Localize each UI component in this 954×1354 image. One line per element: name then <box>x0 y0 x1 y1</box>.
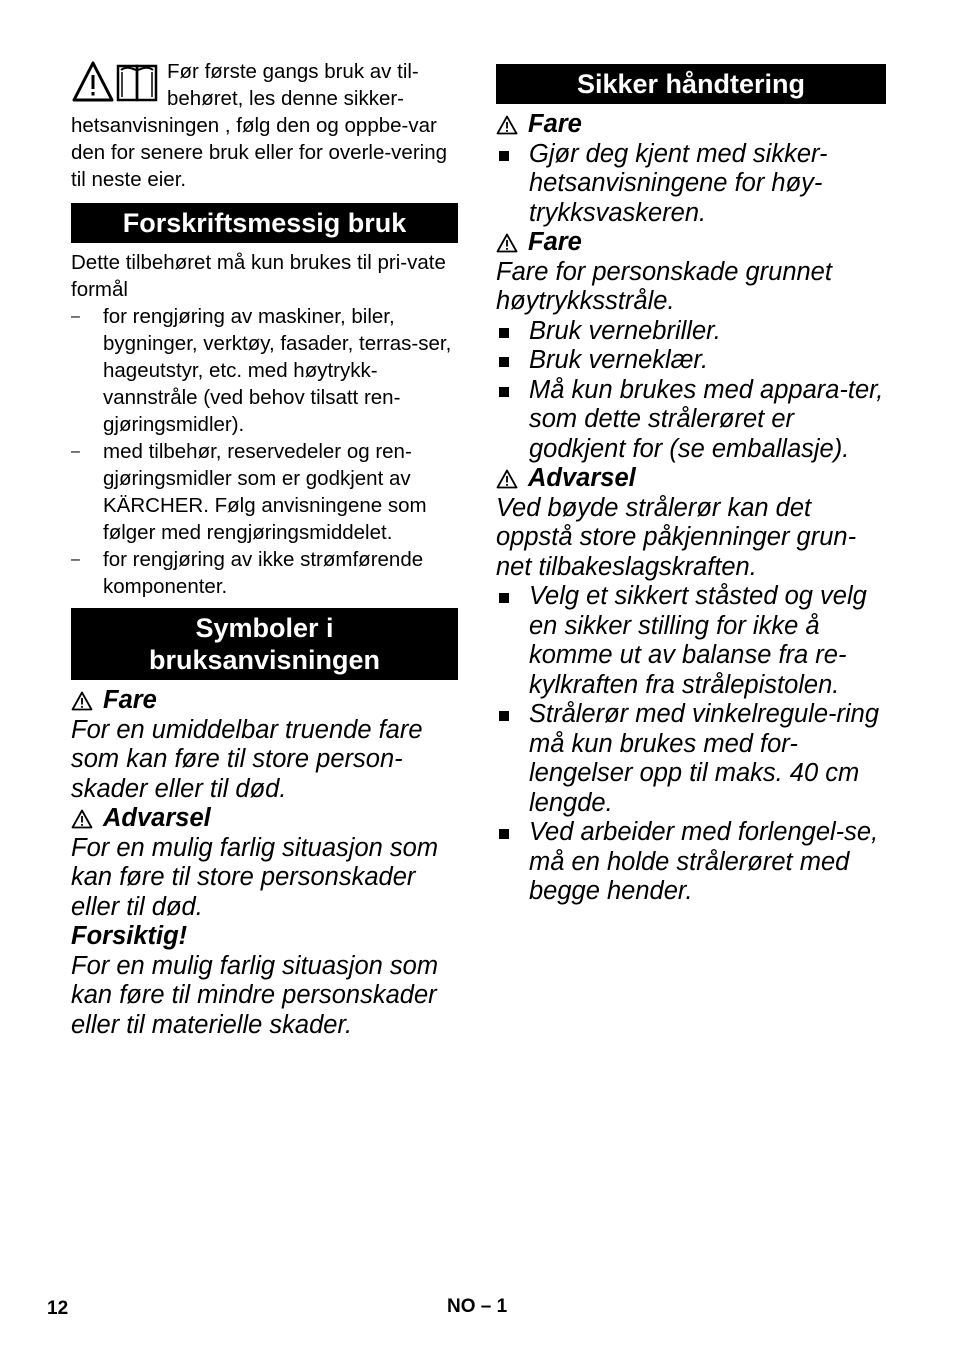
forsiktig-label: Forsiktig! <box>71 922 188 950</box>
warning-icon <box>71 691 93 711</box>
fare-heading <box>71 686 458 716</box>
list-item-text: Bruk verneklær. <box>529 346 709 374</box>
list-item <box>71 438 458 546</box>
advarsel-label: Advarsel <box>103 804 211 832</box>
left-column <box>71 58 458 1040</box>
dash-bullet: – <box>71 551 80 568</box>
square-bullet <box>499 328 509 338</box>
list-item <box>71 546 458 600</box>
advarsel-text: For en mulig farlig situasjon som kan føre til store personskader eller til død. <box>71 833 439 921</box>
list-item-text: Ved arbeider med forlengel-se, må en holde strålerøret med begge hender. <box>529 818 879 905</box>
warning-icon <box>496 233 518 253</box>
list-item-text: Bruk vernebriller. <box>529 316 721 345</box>
intro-block <box>71 58 458 193</box>
advarsel-text: Ved bøyde strålerør kan det oppstå store påkjenninger grun-net tilbakeslagskraften. <box>496 493 857 581</box>
fare1-list <box>496 140 886 229</box>
list-item <box>496 582 886 700</box>
manual-book-icon <box>118 66 156 100</box>
square-bullet <box>499 357 509 367</box>
page-number: 12 <box>47 1298 69 1319</box>
proper-use-list <box>71 303 458 600</box>
proper-use-text: Dette tilbehøret må kun brukes til pri-vate formål <box>71 251 446 301</box>
fare-heading <box>496 110 886 140</box>
square-bullet <box>499 711 509 721</box>
intro-line-1: Før første gangs bruk av til- <box>167 60 419 83</box>
fare-label: Fare <box>528 228 582 256</box>
dash-bullet: – <box>71 308 80 325</box>
list-item-text: for rengjøring av ikke strømførende komponenter. <box>103 548 424 598</box>
fare-heading <box>496 228 886 258</box>
warning-triangle-icon <box>74 63 112 100</box>
warning-icon <box>71 809 93 829</box>
list-item <box>496 346 886 376</box>
warning-icon <box>496 115 518 135</box>
square-bullet <box>499 829 509 839</box>
page-code: NO – 1 <box>447 1296 508 1317</box>
advarsel-list <box>496 582 886 907</box>
list-item <box>496 140 886 229</box>
list-item-text: for rengjøring av maskiner, biler, bygninger, verktøy, fasader, terras-ser, hageutstyr, etc. med høytrykk-vannstråle (ved behov tilsatt ren-gjøringsmidler). <box>103 305 452 436</box>
advarsel-heading <box>71 804 458 834</box>
advarsel-heading <box>496 464 886 494</box>
list-item-text: Må kun brukes med appara-ter, som dette strålerøret er godkjent for (se emballasje). <box>529 375 884 463</box>
warning-icon <box>496 469 518 489</box>
square-bullet <box>499 151 509 161</box>
square-bullet <box>499 387 509 397</box>
dash-bullet: – <box>71 443 80 460</box>
fare2-list <box>496 317 886 465</box>
section-title-safe-handling: Sikker håndtering <box>496 64 886 104</box>
intro-icons <box>71 60 161 110</box>
intro-line-2: behøret, les denne sikker- <box>167 87 405 110</box>
list-item-text: Strålerør med vinkelregule-ring må kun brukes med for-lengelser opp til maks. 40 cm lengde. <box>529 700 880 817</box>
fare2-text: Fare for personskade grunnet høytrykksstråle. <box>496 257 832 315</box>
fare-label: Fare <box>528 110 582 138</box>
section-title-proper-use: Forskriftsmessig bruk <box>71 203 458 243</box>
square-bullet <box>499 593 509 603</box>
fare-label: Fare <box>103 686 157 714</box>
list-item <box>496 376 886 465</box>
list-item-text: med tilbehør, reservedeler og ren-gjøringsmidler som er godkjent av KÄRCHER. Følg anvisningene som følger med rengjøringsmiddelet. <box>103 440 427 544</box>
list-item <box>71 303 458 438</box>
section-title-symbols: Symboler i bruksanvisningen <box>71 608 458 680</box>
right-column <box>496 58 886 907</box>
advarsel-label: Advarsel <box>528 464 636 492</box>
forsiktig-text: For en mulig farlig situasjon som kan føre til mindre personskader eller til materielle skader. <box>71 951 439 1039</box>
list-item <box>496 818 886 907</box>
intro-text: hetsanvisningen , følg den og oppbe-var den for senere bruk eller for overle-vering til neste eier. <box>71 114 448 191</box>
list-item-text: Gjør deg kjent med sikker-hetsanvisningene for høy-trykksvaskeren. <box>529 139 828 227</box>
list-item <box>496 700 886 818</box>
list-item-text: Velg et sikkert ståsted og velg en sikker stilling for ikke å komme ut av balanse fra re-kylkraften fra strålepistolen. <box>529 582 867 699</box>
fare-text: For en umiddelbar truende fare som kan føre til store person-skader eller til død. <box>71 715 423 803</box>
list-item <box>496 317 886 347</box>
